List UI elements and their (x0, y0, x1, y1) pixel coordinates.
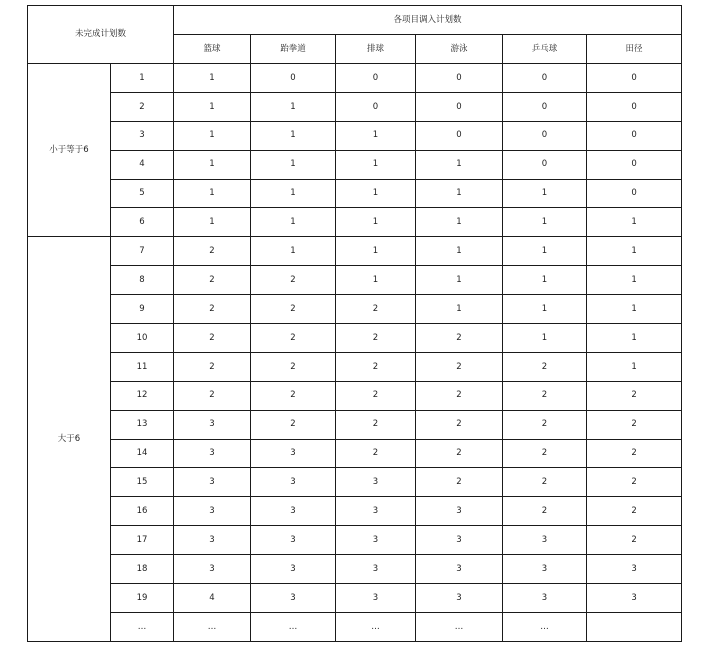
value-cell: … (251, 612, 336, 641)
column-header: 跆拳道 (251, 35, 336, 64)
value-cell: 0 (503, 92, 587, 121)
value-cell: 3 (251, 468, 336, 497)
value-cell: 3 (251, 555, 336, 584)
table-row (28, 439, 682, 468)
value-cell: 2 (416, 324, 503, 353)
value-cell: 1 (587, 352, 682, 381)
value-cell: 1 (174, 64, 251, 93)
table-row (28, 121, 682, 150)
value-cell: 1 (587, 324, 682, 353)
value-cell: 3 (174, 468, 251, 497)
value-cell: 2 (336, 439, 416, 468)
row-number-cell: 10 (111, 324, 174, 353)
table-row (28, 237, 682, 266)
value-cell: 1 (503, 208, 587, 237)
value-cell: 1 (587, 208, 682, 237)
value-cell: 2 (416, 352, 503, 381)
value-cell: 1 (174, 208, 251, 237)
row-number-cell: 8 (111, 266, 174, 295)
value-cell: 1 (174, 150, 251, 179)
row-number-cell: 11 (111, 352, 174, 381)
value-cell: 0 (251, 64, 336, 93)
value-cell: 3 (174, 410, 251, 439)
table-row (28, 410, 682, 439)
table-body (28, 6, 682, 642)
value-cell: 1 (336, 150, 416, 179)
value-cell: 3 (416, 555, 503, 584)
table-row (28, 92, 682, 121)
group-label: 小于等于6 (28, 64, 111, 237)
value-cell: 1 (503, 324, 587, 353)
value-cell: 2 (587, 439, 682, 468)
value-cell: 3 (336, 584, 416, 613)
value-cell: 2 (251, 295, 336, 324)
value-cell: 1 (251, 237, 336, 266)
value-cell: 2 (174, 266, 251, 295)
value-cell: 1 (503, 179, 587, 208)
value-cell: 2 (251, 266, 336, 295)
value-cell: 1 (587, 266, 682, 295)
value-cell: 1 (503, 237, 587, 266)
table-row (28, 64, 682, 93)
row-number-cell: 18 (111, 555, 174, 584)
value-cell: 0 (416, 121, 503, 150)
value-cell: 2 (336, 324, 416, 353)
value-cell: 2 (174, 352, 251, 381)
value-cell: 1 (336, 266, 416, 295)
value-cell: 3 (503, 584, 587, 613)
value-cell: 3 (251, 497, 336, 526)
value-cell: 1 (251, 92, 336, 121)
value-cell: 2 (416, 410, 503, 439)
table-row (28, 526, 682, 555)
value-cell: 1 (251, 208, 336, 237)
allocation-table (27, 5, 682, 642)
column-header: 乒乓球 (503, 35, 587, 64)
table-row (28, 150, 682, 179)
value-cell: 2 (503, 381, 587, 410)
value-cell: 2 (251, 324, 336, 353)
value-cell: 1 (336, 179, 416, 208)
value-cell: 1 (251, 121, 336, 150)
row-number-cell: 2 (111, 92, 174, 121)
value-cell: 3 (416, 584, 503, 613)
value-cell: 4 (174, 584, 251, 613)
value-cell: 3 (587, 584, 682, 613)
header-row-top (28, 6, 682, 35)
value-cell: 2 (336, 295, 416, 324)
value-cell: 2 (416, 439, 503, 468)
value-cell: 3 (251, 584, 336, 613)
value-cell: 2 (503, 439, 587, 468)
value-cell: 1 (416, 150, 503, 179)
table-row (28, 468, 682, 497)
value-cell (587, 612, 682, 641)
value-cell: … (503, 612, 587, 641)
value-cell: 0 (503, 150, 587, 179)
table-row (28, 295, 682, 324)
value-cell: 2 (174, 381, 251, 410)
value-cell: 1 (251, 179, 336, 208)
value-cell: 1 (336, 121, 416, 150)
row-number-cell: 9 (111, 295, 174, 324)
value-cell: 3 (336, 497, 416, 526)
value-cell: 1 (587, 295, 682, 324)
row-number-cell: 13 (111, 410, 174, 439)
value-cell: 3 (174, 497, 251, 526)
value-cell: 0 (587, 64, 682, 93)
table-row (28, 497, 682, 526)
row-number-cell: 7 (111, 237, 174, 266)
value-cell: 2 (416, 468, 503, 497)
value-cell: 3 (416, 526, 503, 555)
value-cell: 3 (503, 555, 587, 584)
row-number-cell: 17 (111, 526, 174, 555)
value-cell: 3 (336, 468, 416, 497)
row-number-cell: 6 (111, 208, 174, 237)
value-cell: 3 (587, 555, 682, 584)
value-cell: 3 (251, 526, 336, 555)
value-cell: 1 (174, 92, 251, 121)
value-cell: 2 (251, 381, 336, 410)
column-header: 田径 (587, 35, 682, 64)
value-cell: 3 (336, 526, 416, 555)
row-number-cell: 19 (111, 584, 174, 613)
value-cell: 3 (251, 439, 336, 468)
table-row (28, 612, 682, 641)
row-number-cell: 15 (111, 468, 174, 497)
row-number-cell: 12 (111, 381, 174, 410)
value-cell: 1 (174, 121, 251, 150)
value-cell: 2 (174, 237, 251, 266)
value-cell: 2 (336, 381, 416, 410)
value-cell: 3 (174, 439, 251, 468)
value-cell: 1 (416, 266, 503, 295)
value-cell: 1 (336, 208, 416, 237)
table-row (28, 555, 682, 584)
value-cell: 1 (587, 237, 682, 266)
header-left-label: 未完成计划数 (28, 6, 174, 64)
value-cell: 0 (587, 92, 682, 121)
value-cell: 3 (174, 526, 251, 555)
value-cell: 1 (503, 266, 587, 295)
value-cell: 2 (336, 352, 416, 381)
table-row (28, 584, 682, 613)
value-cell: 2 (503, 410, 587, 439)
value-cell: 2 (587, 381, 682, 410)
value-cell: 1 (251, 150, 336, 179)
value-cell: 0 (503, 121, 587, 150)
value-cell: 3 (416, 497, 503, 526)
table-row (28, 324, 682, 353)
value-cell: 2 (251, 352, 336, 381)
value-cell: 2 (503, 352, 587, 381)
value-cell: 2 (503, 497, 587, 526)
row-number-cell: 4 (111, 150, 174, 179)
value-cell: 0 (336, 92, 416, 121)
table-row (28, 208, 682, 237)
value-cell: 1 (503, 295, 587, 324)
value-cell: … (416, 612, 503, 641)
row-number-cell: 1 (111, 64, 174, 93)
row-number-cell: 16 (111, 497, 174, 526)
value-cell: 0 (416, 92, 503, 121)
table-row (28, 381, 682, 410)
value-cell: 0 (587, 121, 682, 150)
value-cell: 0 (503, 64, 587, 93)
header-group-label: 各项目调入计划数 (174, 6, 682, 35)
value-cell: 2 (587, 468, 682, 497)
table-row (28, 352, 682, 381)
value-cell: 2 (587, 497, 682, 526)
value-cell: 2 (174, 295, 251, 324)
value-cell: 1 (416, 295, 503, 324)
value-cell: 0 (416, 64, 503, 93)
row-number-cell: 5 (111, 179, 174, 208)
value-cell: 2 (416, 381, 503, 410)
column-header: 排球 (336, 35, 416, 64)
value-cell: 0 (587, 150, 682, 179)
value-cell: 2 (587, 526, 682, 555)
value-cell: 1 (336, 237, 416, 266)
value-cell: 2 (587, 410, 682, 439)
value-cell: 3 (336, 555, 416, 584)
value-cell: 1 (416, 237, 503, 266)
row-number-cell: 3 (111, 121, 174, 150)
value-cell: … (174, 612, 251, 641)
column-header: 篮球 (174, 35, 251, 64)
value-cell: 3 (503, 526, 587, 555)
value-cell: 1 (174, 179, 251, 208)
value-cell: 1 (416, 179, 503, 208)
value-cell: 3 (174, 555, 251, 584)
column-header: 游泳 (416, 35, 503, 64)
value-cell: 0 (336, 64, 416, 93)
value-cell: 2 (503, 468, 587, 497)
value-cell: 2 (336, 410, 416, 439)
table-row (28, 179, 682, 208)
row-number-cell: … (111, 612, 174, 641)
value-cell: … (336, 612, 416, 641)
value-cell: 2 (174, 324, 251, 353)
value-cell: 1 (416, 208, 503, 237)
row-number-cell: 14 (111, 439, 174, 468)
value-cell: 0 (587, 179, 682, 208)
table-row (28, 266, 682, 295)
value-cell: 2 (251, 410, 336, 439)
group-label: 大于6 (28, 237, 111, 641)
